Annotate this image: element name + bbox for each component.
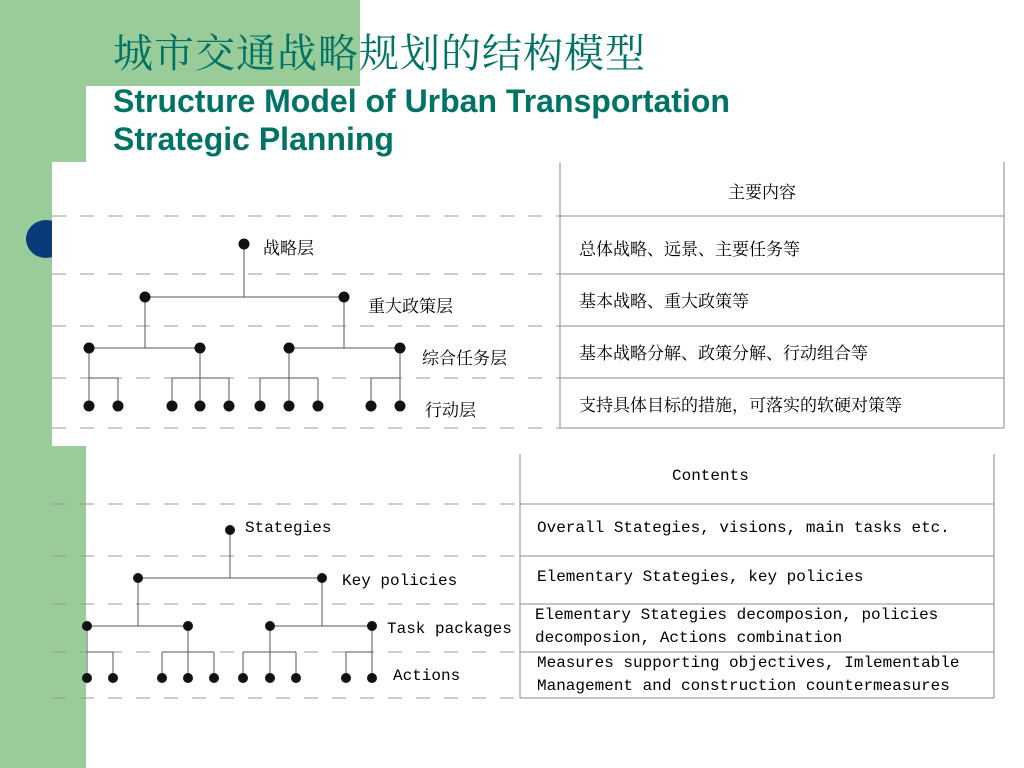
en-table-row: Overall Stategies, visions, main tasks etc. — [537, 519, 950, 537]
cn-level-key-policy: 重大政策层 — [368, 297, 453, 317]
tree-node — [84, 401, 95, 412]
tree-node — [265, 673, 275, 683]
tree-node — [133, 573, 143, 583]
en-level-actions: Actions — [393, 667, 461, 685]
tree-node — [108, 673, 118, 683]
en-table-row: Elementary Stategies, key policies — [537, 568, 864, 586]
tree-node — [82, 673, 92, 683]
cn-table-row: 总体战略、远景、主要任务等 — [579, 240, 800, 260]
tree-node — [183, 673, 193, 683]
title-english-line2: Strategic Planning — [113, 121, 394, 157]
tree-node — [225, 525, 235, 535]
tree-node — [224, 401, 235, 412]
cn-level-strategy: 战略层 — [263, 239, 314, 259]
tree-node — [284, 343, 295, 354]
en-table-row — [535, 604, 938, 650]
tree-node — [82, 621, 92, 631]
cn-level-task: 综合任务层 — [422, 349, 507, 369]
tree-node — [140, 292, 151, 303]
tree-node — [291, 673, 301, 683]
tree-node — [367, 621, 377, 631]
cn-table-row: 基本战略、重大政策等 — [579, 292, 749, 312]
cn-table-row: 支持具体目标的措施，可落实的软硬对策等 — [579, 396, 902, 416]
tree-node — [339, 292, 350, 303]
title-english-line1: Structure Model of Urban Transportation — [113, 83, 730, 119]
tree-node — [195, 401, 206, 412]
tree-node — [284, 401, 295, 412]
en-level-strategies: Stategies — [245, 519, 332, 537]
en-table-header: Contents — [672, 467, 749, 485]
tree-node — [84, 343, 95, 354]
en-table-row-line: Elementary Stategies decomposion, policies — [535, 606, 939, 624]
tree-node — [313, 401, 324, 412]
en-table-row — [537, 652, 959, 698]
tree-node — [209, 673, 219, 683]
tree-node — [265, 621, 275, 631]
tree-node — [395, 401, 406, 412]
cn-level-action: 行动层 — [425, 401, 476, 421]
tree-node — [395, 343, 406, 354]
cn-table-header: 主要内容 — [728, 183, 796, 203]
tree-node — [167, 401, 178, 412]
en-table-row-line: Measures supporting objectives, Imlementable — [537, 654, 960, 672]
cn-table-row: 基本战略分解、政策分解、行动组合等 — [579, 344, 868, 364]
tree-node — [113, 401, 124, 412]
tree-node — [255, 401, 266, 412]
cn-tree-lines — [89, 244, 400, 406]
tree-node — [183, 621, 193, 631]
tree-node — [195, 343, 206, 354]
en-table-row-line: decomposion, Actions combination — [535, 629, 843, 647]
tree-node — [317, 573, 327, 583]
tree-node — [157, 673, 167, 683]
tree-node — [366, 401, 377, 412]
tree-node — [341, 673, 351, 683]
en-level-key-policies: Key policies — [342, 572, 458, 590]
tree-node — [367, 673, 377, 683]
title-chinese: 城市交通战略规划的结构模型 — [113, 31, 646, 77]
tree-node — [239, 239, 250, 250]
tree-node — [238, 673, 248, 683]
en-table-row-line: Management and construction countermeasures — [537, 677, 950, 695]
en-level-task-packages: Task packages — [387, 620, 512, 638]
